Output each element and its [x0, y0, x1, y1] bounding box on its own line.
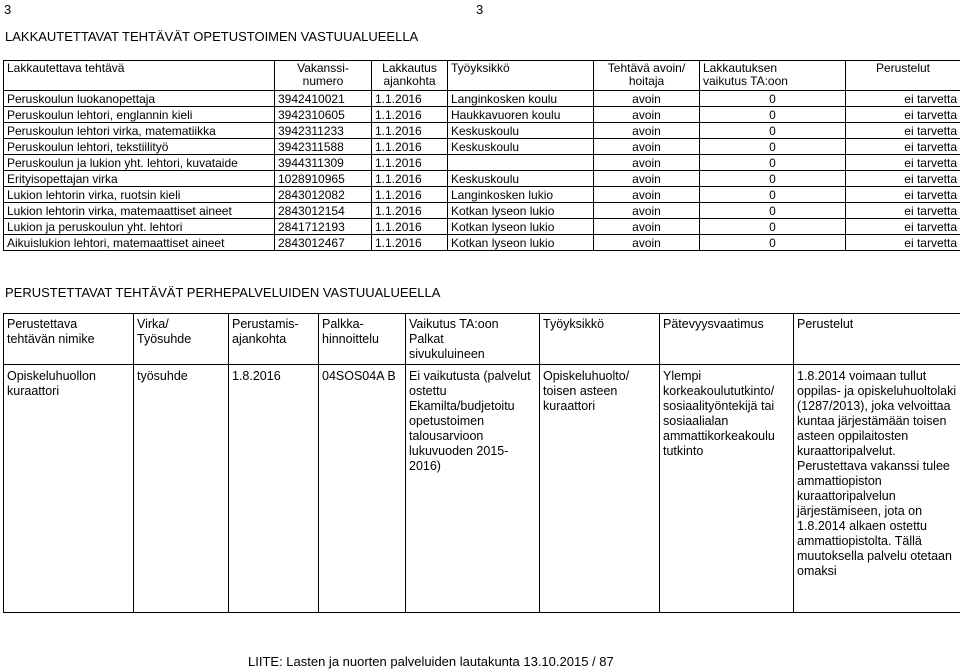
cell-number: 3942311233 [275, 123, 372, 139]
cell-workplace: Keskuskoulu [448, 123, 594, 139]
cell-reason: ei tarvetta [846, 187, 960, 203]
cell-status: avoin [594, 235, 700, 251]
col-header-reason: Perustelut [794, 314, 960, 365]
cell-reason: ei tarvetta [846, 139, 960, 155]
section1-title: LAKKAUTETTAVAT TEHTÄVÄT OPETUSTOIMEN VASTUUALUEELLA [5, 29, 419, 44]
cell-task: Erityisopettajan virka [4, 171, 275, 187]
cell-number: 3942311588 [275, 139, 372, 155]
col-header-effect: Vaikutus TA:oon Palkat sivukuluineen [406, 314, 540, 365]
cell-effect: 0 [700, 203, 846, 219]
cell-reason: ei tarvetta [846, 171, 960, 187]
cell-pay: 04SOS04A B [319, 365, 406, 613]
cell-workplace: Langinkosken koulu [448, 91, 594, 107]
cell-reason: ei tarvetta [846, 235, 960, 251]
cell-effect: 0 [700, 235, 846, 251]
cell-date: 1.1.2016 [372, 107, 448, 123]
cell-date: 1.1.2016 [372, 187, 448, 203]
table-row [4, 155, 960, 171]
cell-date: 1.8.2016 [229, 365, 319, 613]
col-header-task: Lakkautettava tehtävä [4, 61, 275, 91]
col-header-date: Lakkautus ajankohta [372, 61, 448, 91]
cell-date: 1.1.2016 [372, 203, 448, 219]
cell-task: Peruskoulun luokanopettaja [4, 91, 275, 107]
cell-status: avoin [594, 187, 700, 203]
page-number-right: 3 [476, 2, 484, 17]
cell-number: 2843012467 [275, 235, 372, 251]
cell-status: avoin [594, 203, 700, 219]
section2-title: PERUSTETTAVAT TEHTÄVÄT PERHEPALVELUIDEN VASTUUALUEELLA [5, 285, 441, 300]
cell-name: Opiskeluhuollon kuraattori [4, 365, 134, 613]
cell-workplace: Kotkan lyseon lukio [448, 203, 594, 219]
cell-number: 3942310605 [275, 107, 372, 123]
cell-task: Lukion ja peruskoulun yht. lehtori [4, 219, 275, 235]
col-header-pay: Palkka- hinnoittelu [319, 314, 406, 365]
cell-date: 1.1.2016 [372, 123, 448, 139]
cell-status: avoin [594, 123, 700, 139]
cell-status: avoin [594, 219, 700, 235]
cell-reason: ei tarvetta [846, 123, 960, 139]
cell-qualification: Ylempi korkeakoulututkinto/ sosiaalityöntekijä tai sosiaalialan ammattikorkeakoulu tutkinto [660, 365, 794, 613]
col-header-type: Virka/ Työsuhde [134, 314, 229, 365]
cell-workplace: Langinkosken lukio [448, 187, 594, 203]
col-header-effect: Lakkautuksen vaikutus TA:oon [700, 61, 846, 91]
table-row [4, 91, 960, 107]
cell-task: Peruskoulun lehtori, tekstiilityö [4, 139, 275, 155]
closed-positions-table [3, 60, 960, 251]
cell-status: avoin [594, 171, 700, 187]
cell-workplace [448, 155, 594, 171]
cell-effect: 0 [700, 155, 846, 171]
table-row [4, 171, 960, 187]
col-header-workplace: Työyksikkö [448, 61, 594, 91]
table-row [4, 219, 960, 235]
col-header-qualification: Pätevyysvaatimus [660, 314, 794, 365]
cell-effect: 0 [700, 123, 846, 139]
cell-number: 3944311309 [275, 155, 372, 171]
cell-status: avoin [594, 139, 700, 155]
table-row [4, 139, 960, 155]
page-number-left: 3 [4, 2, 12, 17]
cell-reason: ei tarvetta [846, 91, 960, 107]
cell-workplace: Kotkan lyseon lukio [448, 235, 594, 251]
cell-date: 1.1.2016 [372, 235, 448, 251]
col-header-unit: Työyksikkö [540, 314, 660, 365]
table-row [4, 203, 960, 219]
cell-date: 1.1.2016 [372, 91, 448, 107]
cell-reason: ei tarvetta [846, 107, 960, 123]
cell-date: 1.1.2016 [372, 155, 448, 171]
table-row [4, 235, 960, 251]
cell-effect: 0 [700, 139, 846, 155]
table-row [4, 107, 960, 123]
cell-effect: Ei vaikutusta (palvelut ostettu Ekamilta/budjetoitu opetustoimen talousarvioon lukuvuoden 2015-2016) [406, 365, 540, 613]
cell-reason: ei tarvetta [846, 219, 960, 235]
cell-unit: Opiskeluhuolto/ toisen asteen kuraattori [540, 365, 660, 613]
cell-workplace: Kotkan lyseon lukio [448, 219, 594, 235]
cell-status: avoin [594, 91, 700, 107]
cell-effect: 0 [700, 107, 846, 123]
col-header-number: Vakanssi- numero [275, 61, 372, 91]
cell-date: 1.1.2016 [372, 171, 448, 187]
cell-type: työsuhde [134, 365, 229, 613]
cell-status: avoin [594, 155, 700, 171]
cell-effect: 0 [700, 91, 846, 107]
col-header-name: Perustettava tehtävän nimike [4, 314, 134, 365]
cell-workplace: Haukkavuoren koulu [448, 107, 594, 123]
cell-number: 2843012154 [275, 203, 372, 219]
table-row [4, 365, 960, 613]
cell-date: 1.1.2016 [372, 139, 448, 155]
cell-effect: 0 [700, 219, 846, 235]
cell-effect: 0 [700, 187, 846, 203]
cell-task: Peruskoulun lehtori, englannin kieli [4, 107, 275, 123]
col-header-reason: Perustelut [846, 61, 960, 91]
cell-task: Lukion lehtorin virka, ruotsin kieli [4, 187, 275, 203]
cell-task: Peruskoulun ja lukion yht. lehtori, kuvataide [4, 155, 275, 171]
cell-task: Aikuislukion lehtori, matemaattiset aineet [4, 235, 275, 251]
cell-status: avoin [594, 107, 700, 123]
cell-reason: ei tarvetta [846, 155, 960, 171]
table-row [4, 123, 960, 139]
table-header-row [4, 61, 960, 91]
col-header-date: Perustamis- ajankohta [229, 314, 319, 365]
cell-task: Lukion lehtorin virka, matemaattiset aineet [4, 203, 275, 219]
new-positions-table [3, 313, 960, 613]
cell-reason: 1.8.2014 voimaan tullut oppilas- ja opiskeluhuoltolaki (1287/2013), joka velvoittaa kuntaa järjestämään toisen asteen oppilaitosten kuraattoripalvelut. Perustettava vakanssi tulee ammattiopiston kuraattoripalvelun järjestämiseen, jota on 1.8.2014 alkaen ostettu ammattiopistolta. Tällä muutoksella palvelu otetaan omaksi [794, 365, 960, 613]
cell-number: 2843012082 [275, 187, 372, 203]
table-row [4, 187, 960, 203]
footer: LIITE: Lasten ja nuorten palveluiden lautakunta 13.10.2015 / 87 [248, 654, 614, 669]
table-header-row [4, 314, 960, 365]
cell-workplace: Keskuskoulu [448, 171, 594, 187]
cell-task: Peruskoulun lehtori virka, matematiikka [4, 123, 275, 139]
cell-number: 3942410021 [275, 91, 372, 107]
cell-date: 1.1.2016 [372, 219, 448, 235]
cell-number: 2841712193 [275, 219, 372, 235]
cell-reason: ei tarvetta [846, 203, 960, 219]
cell-workplace: Keskuskoulu [448, 139, 594, 155]
cell-number: 1028910965 [275, 171, 372, 187]
col-header-status: Tehtävä avoin/ hoitaja [594, 61, 700, 91]
cell-effect: 0 [700, 171, 846, 187]
